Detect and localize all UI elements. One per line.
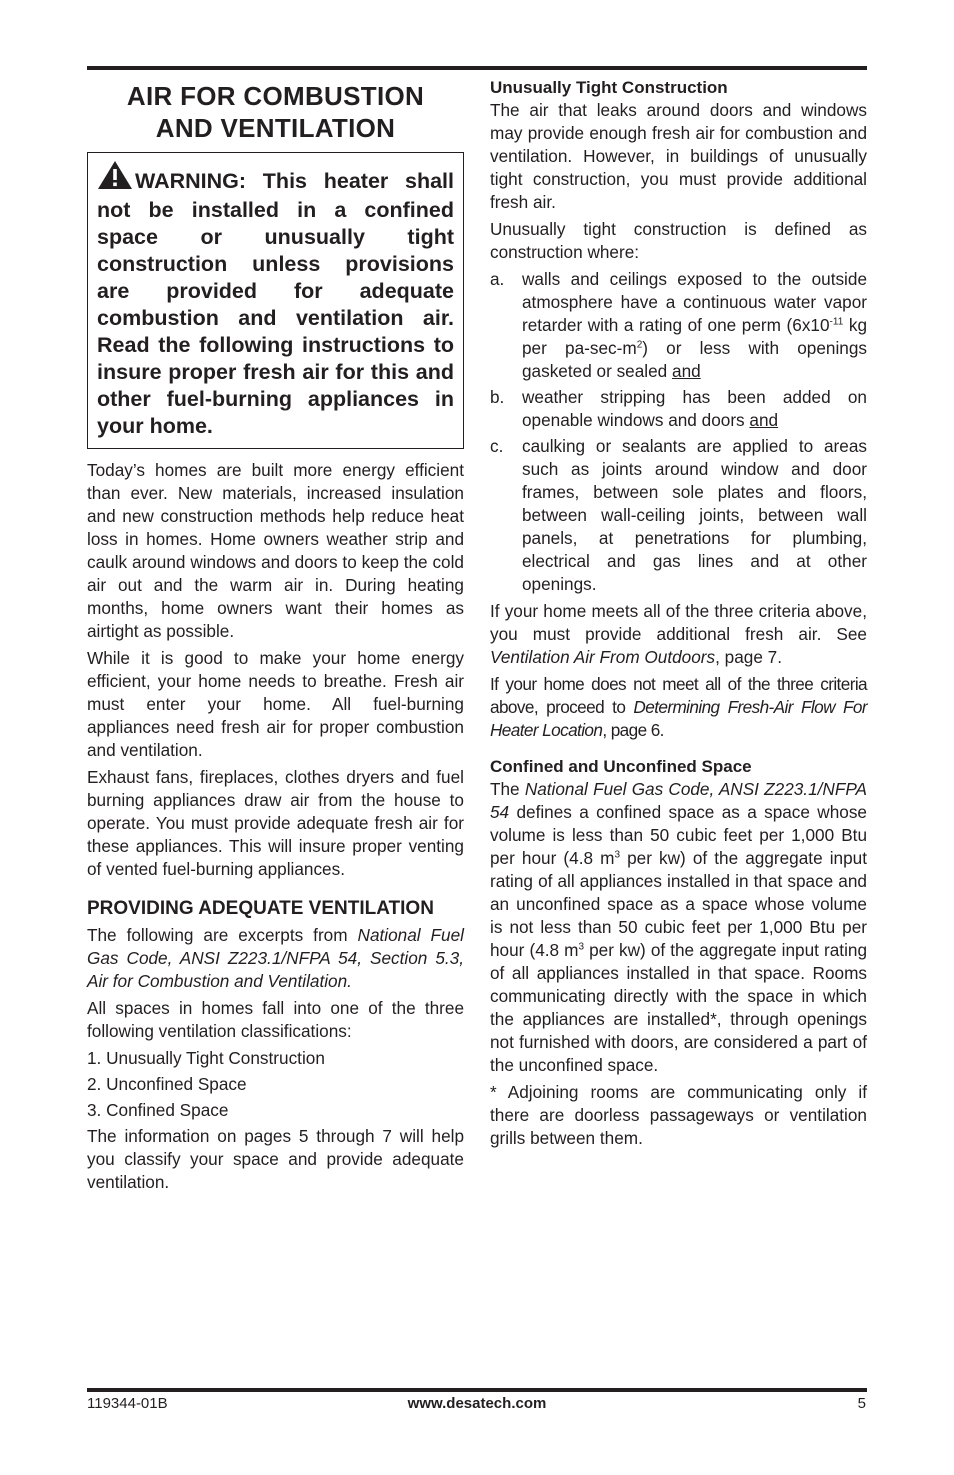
confined-paragraph: The National Fuel Gas Code, ANSI Z223.1/NFPA 54 defines a confined space as a space whose volume is less than 50 cubic feet per 1,000 Btu per hour (4.8 $m^3$ per kw) of the aggregate input rating of all appliances installed in that space and an unconfined space as a space whose volume is not less than 50 cubic feet per 1,000 Btu per hour (4.8 $m^3$ per kw) of the aggregate input rating of all appliances installed in that space. Rooms communicating directly with the space in which the appliances are installed*, through openings not furnished with doors, are considered a part of the unconfined space. [490, 779, 868, 1075]
list-item: 1. Unusually Tight Construction [87, 1048, 325, 1068]
adjoining-rooms-note: * Adjoining rooms are communicating only if there are doorless passageways or ventilation grills between them. [490, 1082, 867, 1148]
page-title: AIR FOR COMBUSTION AND VENTILATION [126, 81, 425, 143]
subheading-tight-construction: Unusually Tight Construction [490, 78, 728, 97]
list-item: 2. Unconfined Space [87, 1074, 247, 1094]
warning-text: WARNING: This heater shall not be installed in a confined space or unusually tight construction unless provisions are provided for adequate combustion and ventilation air. Read the following instructions to insure proper fresh air for this and other fuel-burning appliances in your home. [97, 169, 454, 438]
classification-intro: All spaces in homes fall into one of the three following ventilation classifications: [87, 998, 464, 1041]
intro-paragraph-2: While it is good to make your home energy efficient, your home needs to breathe. Fresh air must enter your home. All fuel-burning appliances need fresh air for proper combustion and ventilation. [87, 648, 464, 760]
list-item: b. weather stripping has been added on openable windows and doors and [490, 387, 867, 430]
list-item: c. caulking or sealants are applied to areas such as joints around window and door frames, between sole plates and floors, between wall-ceiling joints, between wall panels, at penetrations for plumbing, electrical and gas lines and at other openings. [490, 436, 867, 594]
document-number: 119344-01B [87, 1395, 168, 1412]
left-column [87, 76, 464, 1198]
page-number: 5 [857, 1395, 866, 1412]
intro-paragraph-3: Exhaust fans, fireplaces, clothes dryers and fuel burning appliances draw air from the house to operate. You must provide adequate fresh air for these appliances. This will insure proper venting of vented fuel-burning appliances. [87, 767, 464, 879]
warning-triangle-icon [97, 160, 133, 197]
criteria-not-met-paragraph: If your home does not meet all of the three criteria above, proceed to Determining Fresh-Air Flow For Heater Location, page 6. [490, 674, 867, 740]
section-heading-ventilation: PROVIDING ADEQUATE VENTILATION [87, 898, 434, 919]
classification-list [87, 1047, 464, 1122]
warning-box [87, 152, 464, 449]
subheading-confined-space: Confined and Unconfined Space [490, 757, 752, 776]
list-item: 3. Confined Space [87, 1100, 229, 1120]
intro-paragraph-1: Today’s homes are built more energy efficient than ever. New materials, increased insulation and new construction methods help reduce heat loss in homes. Home owners weather strip and caulk around windows and doors to keep the cold air out and the warm air in. During heating months, home owners want their homes as airtight as possible. [87, 460, 464, 641]
bottom-rule [87, 1388, 867, 1392]
excerpt-paragraph: The following are excerpts from National Fuel Gas Code, ANSI Z223.1/NFPA 54, Section 5.3, Air for Combustion and Ventilation. [87, 925, 464, 991]
info-paragraph: The information on pages 5 through 7 will help you classify your space and provide adequate ventilation. [87, 1126, 464, 1192]
tight-paragraph-1: The air that leaks around doors and windows may provide enough fresh air for combustion and ventilation. However, in buildings of unusually tight construction, you must provide additional fresh air. [490, 100, 867, 212]
criteria-met-paragraph: If your home meets all of the three criteria above, you must provide additional fresh air. See Ventilation Air From Outdoors, page 7. [490, 601, 867, 667]
list-item: a. walls and ceilings exposed to the outside atmosphere have a continuous water vapor retarder with a rating of one perm ($6x10^{-11}$ kg per $pa-\sec-m^2$) or less with openings gasketed or sealed and [490, 269, 868, 381]
right-column [490, 76, 867, 1154]
top-rule [87, 66, 867, 70]
website-link[interactable]: www.desatech.com [407, 1395, 547, 1412]
tight-paragraph-2: Unusually tight construction is defined as construction where: [490, 219, 867, 262]
criteria-list [490, 268, 867, 596]
